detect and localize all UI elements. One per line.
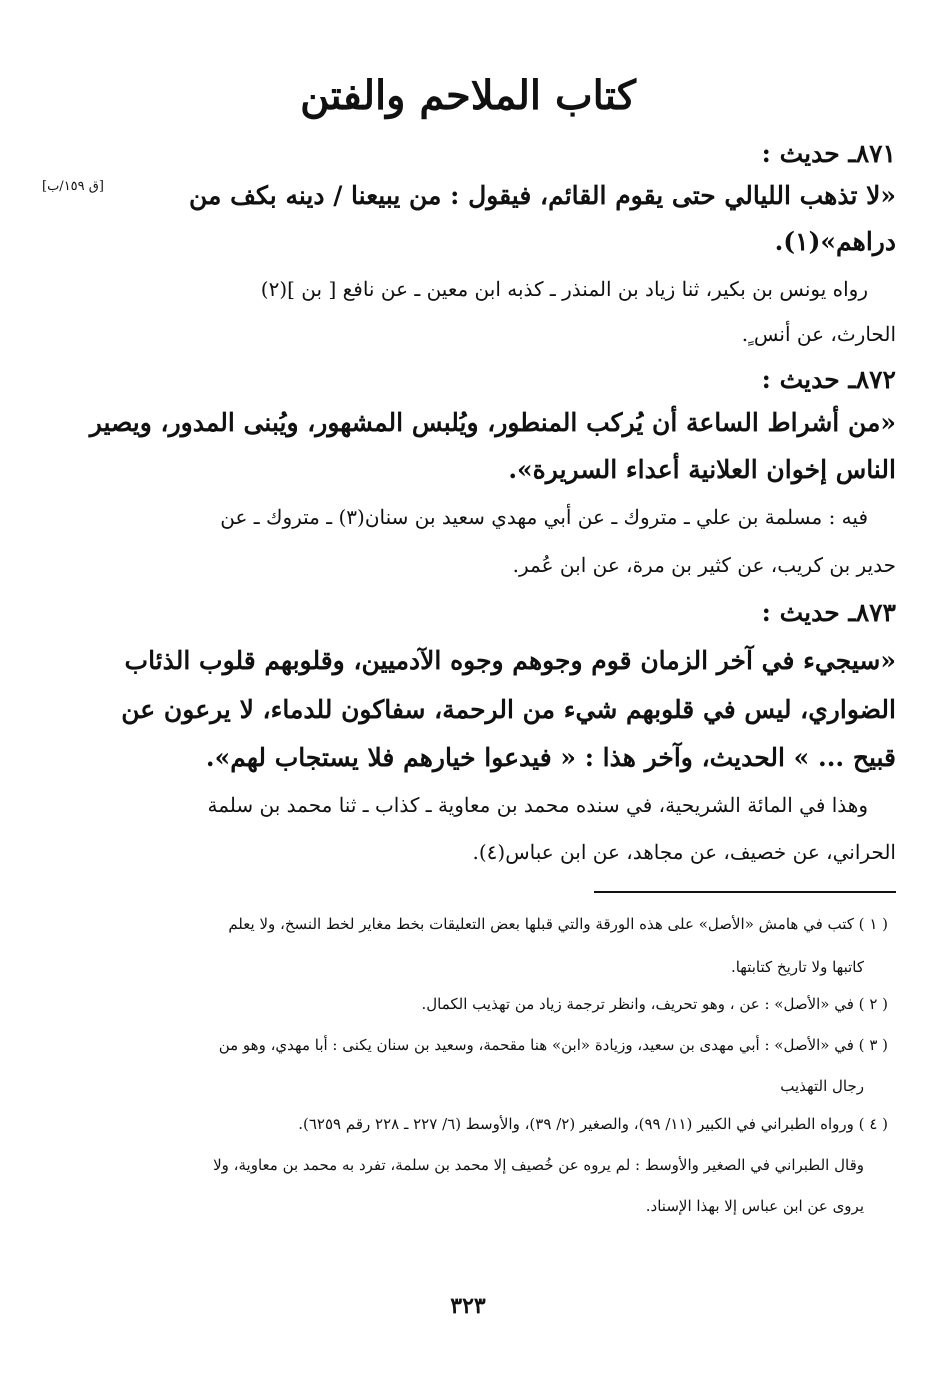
hadith-871-note-line1: رواه يونس بن بكير، ثنا زياد بن المنذر ـ كذبه ابن معين ـ عن نافع [ بن ](٢) [260,277,868,301]
hadith-872-note-line2: حدير بن كريب، عن كثير بن مرة، عن ابن عُمر. [512,553,896,577]
margin-folio-note: [ق ١٥٩/ب] [42,179,104,194]
hadith-873-text-line3: قبيح ... » الحديث، وآخر هذا : « فيدعوا خيارهم فلا يستجاب لهم». [205,743,896,772]
hadith-872-text-line2: الناس إخوان العلانية أعداء السريرة». [508,455,896,484]
footnote-4-line2: وقال الطبراني في الصغير والأوسط : لم يروه عن خُصيف إلا محمد بن سلمة، تفرد به محمد بن معاوية، ولا [213,1156,864,1174]
hadith-871-text-line1: «لا تذهب الليالي حتى يقوم القائم، فيقول : من يبيعنا / دينه بكف من [189,181,896,210]
hadith-872-heading: ٨٧٢ـ حديث : [761,365,896,394]
hadith-871-heading: ٨٧١ـ حديث : [761,139,896,168]
footnote-4-line3: يروى عن ابن عباس إلا بهذا الإسناد. [645,1197,864,1215]
hadith-871-note-line2: الحارث، عن أنس ٍ. [741,322,896,346]
footnote-separator [594,891,896,893]
page-number: ٣٢٣ [450,1293,486,1319]
footnote-3-line1: ( ٣ ) في «الأصل» : أبي مهدى بن سعيد، وزيادة «ابن» هنا مقحمة، وسعيد بن سنان يكنى : أبا مهدي، وهو من [218,1036,888,1054]
footnote-1-line1: ( ١ ) كتب في هامش «الأصل» على هذه الورقة والتي قبلها بعض التعليقات بخط مغاير لخط النسخ، ولا يعلم [228,915,888,933]
hadith-872-text-line1: «من أشراط الساعة أن يُركب المنطور، ويُلبس المشهور، ويُبنى المدور، ويصير [89,408,896,437]
hadith-871-text-line2: دراهم»(١). [774,227,896,256]
hadith-872-note-line1: فيه : مسلمة بن علي ـ متروك ـ عن أبي مهدي سعيد بن سنان(٣) ـ متروك ـ عن [220,505,868,529]
footnote-1-line2: كاتبها ولا تاريخ كتابتها. [730,958,864,976]
hadith-873-text-line1: «سيجيء في آخر الزمان قوم وجوهم وجوه الآدميين، وقلوبهم قلوب الذئاب [124,646,896,675]
hadith-873-text-line2: الضواري، ليس في قلوبهم شيء من الرحمة، سفاكون للدماء، لا يرعون عن [121,695,896,724]
footnote-2-line1: ( ٢ ) في «الأصل» : عن ، وهو تحريف، وانظر ترجمة زياد من تهذيب الكمال. [421,995,888,1013]
hadith-873-note-line2: الحراني، عن خصيف، عن مجاهد، عن ابن عباس(٤). [472,840,896,864]
chapter-title: كتاب الملاحم والفتن [300,72,636,119]
footnote-3-line2: رجال التهذيب [780,1077,864,1095]
hadith-873-note-line1: وهذا في المائة الشريحية، في سنده محمد بن معاوية ـ كذاب ـ ثنا محمد بن سلمة [207,793,868,817]
hadith-873-heading: ٨٧٣ـ حديث : [761,598,896,627]
footnote-4-line1: ( ٤ ) ورواه الطبراني في الكبير (١١/ ٩٩)، والصغير (٢/ ٣٩)، والأوسط (٦/ ٢٢٧ ـ ٢٢٨ رقم ٦٢٥٩). [298,1115,888,1133]
